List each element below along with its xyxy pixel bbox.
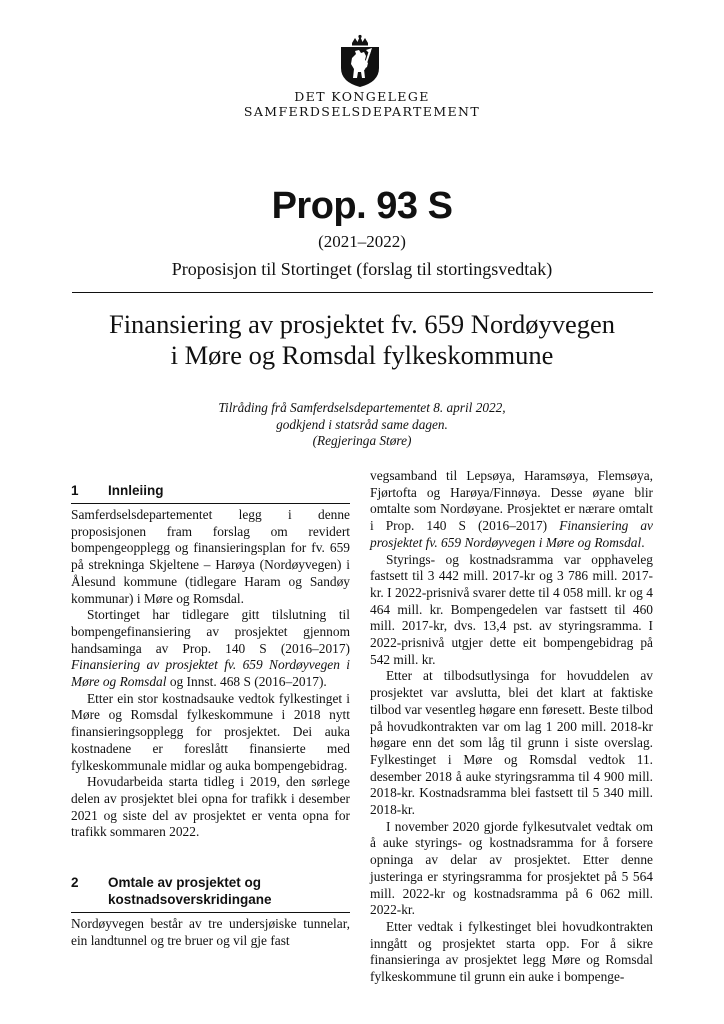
session-year: (2021–2022) xyxy=(318,232,406,251)
approval-line3: (Regjeringa Støre) xyxy=(312,433,412,449)
document-title-line1: Finansiering av prosjektet fv. 659 Nordøyvegen xyxy=(108,309,616,339)
paragraph: Nordøyvegen består av tre undersjøiske tunnelar, ein landtunnel og tre bruer og vil gje fast xyxy=(71,916,350,948)
divider xyxy=(72,292,653,293)
document-title xyxy=(60,309,664,371)
proposition-type: Proposisjon til Stortinget (forslag til stortingsvedtak) xyxy=(171,259,553,279)
approval-note xyxy=(0,400,724,450)
paragraph: I november 2020 gjorde fylkesutvalet vedtak om å auke styrings- og kostnadsramma for å forsere opninga av delar av prosjektet. Etter denne justeringa er styringsramma for prosjektet på 5 564 mill. 2022-kr og kostnadsramma på 6 062 mill. 2022-kr. xyxy=(370,818,653,918)
paragraph: Samferdselsdepartementet legg i denne proposisjonen fram forslag om revidert bompengeopplegg og finansieringsplan for fv. 659 på strekninga Skjeltene – Harøya (Nordøyvegen) i Ålesund kommune (tidlegare Haram og Sandøy kommunar) i Møre og Romsdal. xyxy=(71,507,350,606)
paragraph: Stortinget har tidlegare gitt tilslutning til bompengefinansiering av prosjektet gjennom handsaminga av Prop. 140 S (2016–2017) Finansiering av prosjektet fv. 659 Nordøyvegen i Møre og Romsdal og Innst. 468 S (2016–2017). xyxy=(71,607,350,690)
paragraph: Hovudarbeida starta tidleg i 2019, den sørlege delen av prosjektet blei opna for trafikk i desember 2021 og siste del av prosjektet er venta opna for trafikk sommaren 2022. xyxy=(71,774,350,840)
paragraph: Etter vedtak i fylkestinget blei hovudkontrakten inngått og prosjektet starta opp. For å sikre finansieringa av prosjektet legg Møre og Romsdal fylkeskommune til grunn ein auke i bompenge- xyxy=(370,918,653,985)
proposition-number: Prop. 93 S xyxy=(271,185,453,227)
left-column xyxy=(71,468,350,949)
ministry-name-line2: SAMFERDSELSDEPARTEMENT xyxy=(243,104,481,119)
right-column xyxy=(370,468,653,986)
paragraph: Etter ein stor kostnadsauke vedtok fylkestinget i Møre og Romsdal fylkeskommune i 2018 nytt finansieringsopplegg for prosjektet. Dei auka kostnadene er foreslått finansierte med fylkeskommunale midlar og auka bompengebidrag. xyxy=(71,690,350,773)
section-title: Omtale av prosjektet og kostnadsoverskridingane xyxy=(108,875,272,908)
ministry-name-line1: DET KONGELEGE xyxy=(294,89,430,104)
paragraph: Etter at tilbodsutlysinga for hovuddelen av prosjektet var avslutta, blei det klart at faktiske tilbod var vesentleg høgare enn føresett. Beste tilbod på hovudkontrakten var om lag 1 200 mill. 2018-kr høgare enn det som låg til grunn i siste overslag. Fylkestinget i Møre og Romsdal vedtok 11. desember 2018 å auke styringsramma til 4 900 mill. 2018-kr. Kostnadsramma blei fastsett til 5 340 mill. 2018-kr. xyxy=(370,668,653,818)
approval-line1: Tilråding frå Samferdselsdepartementet 8. april 2022, xyxy=(218,400,506,415)
section-number: 2 xyxy=(71,875,79,891)
paragraph-continued: vegsamband til Lepsøya, Haramsøya, Flemsøya, Fjørtofta og Harøya/Finnøya. Desse øyane blir omtalte som Nordøyane. Prosjektet er nærare omtalt i Prop. 140 S (2016–2017) Finansiering av prosjektet fv. 659 Nordøyvegen i Møre og Romsdal. xyxy=(370,468,653,550)
document-title-line2: i Møre og Romsdal fylkeskommune xyxy=(170,340,554,370)
approval-line2: godkjend i statsråd same dagen. xyxy=(276,416,448,432)
section-heading-1 xyxy=(71,482,350,504)
coat-of-arms-icon xyxy=(339,34,381,88)
paragraph: Styrings- og kostnadsramma var opphaveleg fastsett til 3 442 mill. 2017-kr og 3 786 mill. 2017-kr. I 2022-prisnivå svarer dette til 4 058 mill. kr og 4 464 mill. kr. Bompengedelen var fastsett til 460 mill. 2017-kr, dvs. 13,4 pst. av styringsramma. I 2022-prisnivå utgjer dette eit bompengebidrag på 542 mill. kr. xyxy=(370,551,653,667)
section-heading-2 xyxy=(71,874,350,913)
section-number: 1 xyxy=(71,483,79,498)
section-title: Innleiing xyxy=(108,483,164,498)
